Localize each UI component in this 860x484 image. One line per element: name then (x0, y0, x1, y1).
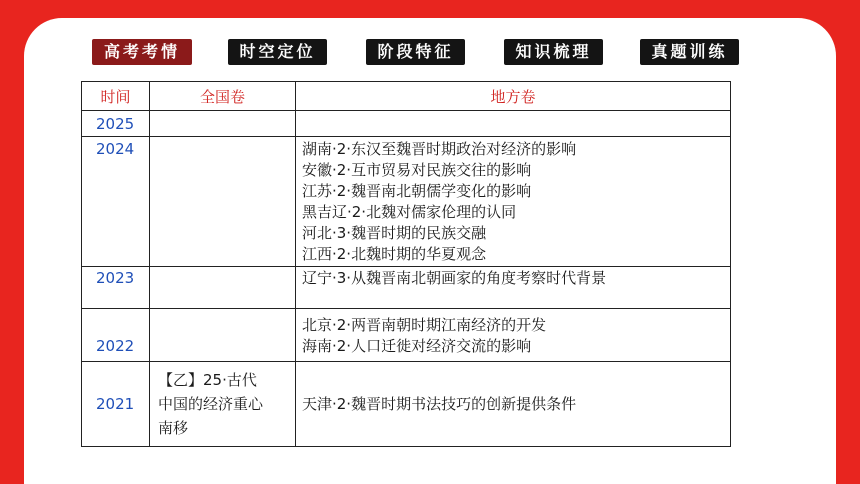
local-item: 江苏·2·魏晋南北朝儒学变化的影响 (302, 182, 532, 200)
local-item: 河北·3·魏晋时期的民族交融 (302, 224, 487, 242)
local-cell (296, 111, 731, 137)
tab-exam-overview[interactable]: 高考考情 (92, 39, 192, 65)
tab-stage-features[interactable]: 阶段特征 (366, 39, 465, 65)
tab-time-space[interactable]: 时空定位 (228, 39, 327, 65)
header-national: 全国卷 (150, 82, 296, 111)
national-cell (150, 137, 296, 267)
local-item: 北京·2·两晋南朝时期江南经济的开发 (302, 316, 547, 334)
local-item: 天津·2·魏晋时期书法技巧的创新提供条件 (302, 394, 577, 413)
national-cell (150, 267, 296, 309)
national-item: 【乙】25·古代 (158, 371, 257, 389)
nav-tabs (0, 39, 860, 65)
local-cell (296, 137, 731, 267)
year-cell: 2021 (82, 362, 150, 447)
header-local: 地方卷 (296, 82, 731, 111)
table-header-row (82, 82, 731, 111)
table-row (82, 111, 731, 137)
year-cell: 2024 (82, 137, 150, 267)
national-item: 中国的经济重心 (158, 395, 264, 413)
exam-table (81, 81, 731, 447)
year-cell: 2025 (82, 111, 150, 137)
local-cell (296, 267, 731, 309)
national-cell (150, 362, 296, 447)
local-item: 安徽·2·互市贸易对民族交往的影响 (302, 161, 532, 179)
table-row (82, 362, 731, 447)
local-item: 黑吉辽·2·北魏对儒家伦理的认同 (302, 203, 517, 221)
local-item: 辽宁·3·从魏晋南北朝画家的角度考察时代背景 (302, 269, 607, 287)
table-row (82, 267, 731, 309)
local-item: 海南·2·人口迁徙对经济交流的影响 (302, 337, 532, 355)
national-item: 南移 (158, 419, 189, 437)
national-cell (150, 111, 296, 137)
tab-knowledge[interactable]: 知识梳理 (504, 39, 603, 65)
table-row (82, 137, 731, 267)
year-cell: 2022 (82, 309, 150, 362)
tab-exam-practice[interactable]: 真题训练 (640, 39, 739, 65)
local-item: 湖南·2·东汉至魏晋时期政治对经济的影响 (302, 140, 577, 158)
year-cell: 2023 (82, 267, 150, 309)
local-item: 江西·2·北魏时期的华夏观念 (302, 245, 487, 263)
local-cell (296, 309, 731, 362)
table-row (82, 309, 731, 362)
header-time: 时间 (82, 82, 150, 111)
local-cell (296, 362, 731, 447)
national-cell (150, 309, 296, 362)
